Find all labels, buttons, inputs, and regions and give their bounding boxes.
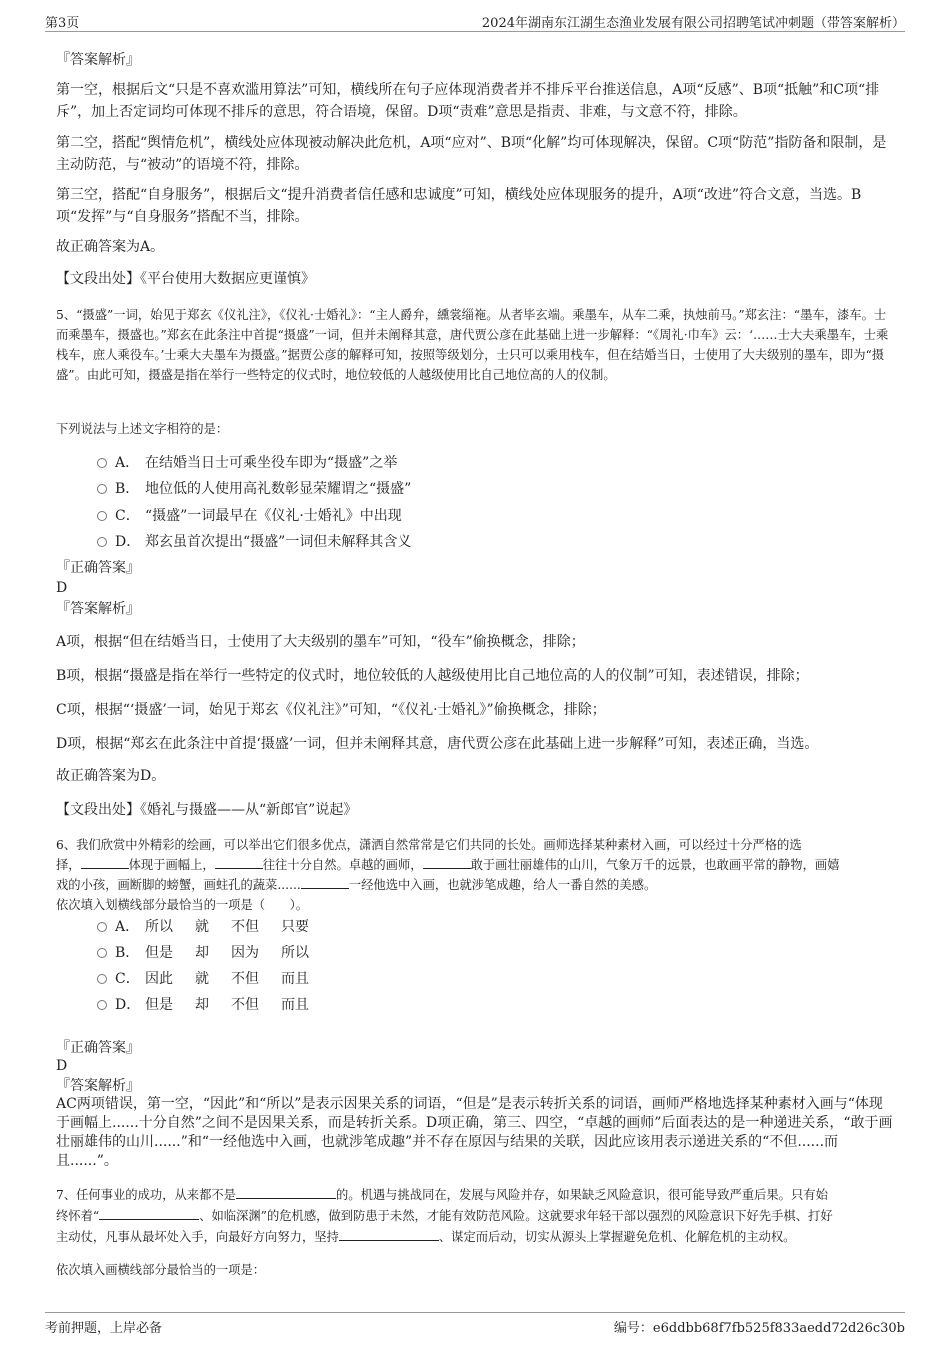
q4-analysis-para-2: 第二空，搭配“舆情危机”，横线处应体现被动解决此危机，A项“应对”、B项“化解”均可体现解决，保留。C项“防范”指防备和限制，是主动防范，与“被动”的语境不符，排除。	[56, 135, 887, 173]
q4-analysis-para-1: 第一空，根据后文“只是不喜欢滥用算法”可知，横线所在句子应体现消费者并不排斥平台推送信息，A项“反感”、B项“抵触”和C项“排斥”，加上否定词均可体现不排斥的意思，符合语境，保留。D项“责难”意思是指责、非难，与文意不符，排除。	[56, 82, 880, 120]
page-footer	[45, 1312, 905, 1336]
q7-question: 依次填入画横线部分最恰当的一项是：	[56, 1263, 266, 1277]
q6-option-c[interactable]: C． 因此 就 不但 而且	[97, 969, 331, 989]
q5-analysis-c: C项，根据“‘摄盛’一词，始见于郑玄《仪礼注》”可知，“《仪礼·士婚礼》”偷换概念，排除；	[56, 702, 606, 718]
q5-option-d[interactable]: D． 郑玄虽首次提出“摄盛”一词但未解释其含义	[97, 532, 411, 552]
document-title: 2024年湖南东江湖生态渔业发展有限公司招聘笔试冲刺题（带答案解析）	[481, 16, 905, 31]
q6-analysis: AC两项错误，第一空，“因此”和“所以”是表示因果关系的词语，“但是”是表示转折关系的词语，画师严格地选择某种素材入画与“体现于画幅上......十分自然”之间不是因果关系，而是转折关系。D项正确，第三、四空，“卓越的画师”后面表达的是一种递进关系，“敢于画壮丽雄伟的山川......”和“一经他选中入画，也就涉笔成趣”并不存在原因与结果的关联，因此应该用表示递进关系的“不但......而且......”。	[56, 1096, 893, 1169]
radio-icon[interactable]	[97, 974, 107, 984]
q5-conclusion: 故正确答案为D。	[56, 768, 166, 784]
page-number: 第3页	[45, 16, 80, 31]
radio-icon[interactable]	[97, 511, 107, 521]
q5-correct-label: 『正确答案』	[56, 560, 140, 576]
q5-source: 【文段出处】《婚礼与摄盛——从“新郎官”说起》	[56, 802, 358, 818]
q5-analysis-b: B项，根据“摄盛是指在举行一些特定的仪式时，地位较低的人越级使用比自己地位高的人的仪制”可知，表述错误，排除；	[56, 668, 809, 684]
q6-option-a[interactable]: A． 所以 就 不但 只要	[97, 917, 331, 937]
q6-option-d[interactable]: D． 但是 却 不但 而且	[97, 995, 331, 1015]
q6-analysis-label: 『答案解析』	[56, 1078, 140, 1094]
q5-option-a[interactable]: A． 在结婚当日士可乘坐役车即为“摄盛”之举	[97, 453, 397, 473]
radio-icon[interactable]	[97, 922, 107, 932]
q4-conclusion: 故正确答案为A。	[56, 239, 165, 255]
q6-blank-4	[301, 875, 349, 889]
q6-blank-3	[423, 855, 471, 869]
radio-icon[interactable]	[97, 484, 107, 494]
q5-question: 下列说法与上述文字相符的是：	[56, 422, 229, 436]
q5-correct-answer: D	[56, 580, 68, 596]
q5-passage: 5、“摄盛”一词，始见于郑玄《仪礼注》，《仪礼·士婚礼》：“主人爵弁，纁裳缁袘。从者毕玄端。乘墨车，从车二乘，执烛前马。”郑玄注：“墨车，漆车。士而乘墨车，摄盛也。”郑玄在此条注中首提“摄盛”一词，但并未阐释其意，唐代贾公彦在此基础上进一步解释：“《周礼·巾车》云：‘……士大夫乘墨车，士乘栈车，庶人乘役车。’士乘大夫墨车为摄盛。”据贾公彦的解释可知，按照等级划分，士只可以乘用栈车，但在结婚当日，士使用了大夫级别的墨车，即为“摄盛”。由此可知，摄盛是指在举行一些特定的仪式时，地位较低的人越级使用比自己地位高的人的仪制。	[56, 308, 889, 382]
q4-answer-analysis-label: 『答案解析』	[56, 52, 140, 68]
footer-doc-id: 编号：e6ddbb68f7fb525f833aedd72d26c30b	[613, 1321, 905, 1336]
q5-analysis-a: A项，根据“但在结婚当日，士使用了大夫级别的墨车”可知，“役车”偷换概念，排除；	[56, 634, 585, 650]
q6-correct-answer: D	[56, 1058, 68, 1074]
radio-icon[interactable]	[97, 948, 107, 958]
q5-option-b[interactable]: B． 地位低的人使用高礼数彰显荣耀谓之“摄盛”	[97, 479, 411, 499]
radio-icon[interactable]	[97, 458, 107, 468]
q5-analysis-d: D项，根据“郑玄在此条注中首提‘摄盛’一词，但并未阐释其意，唐代贾公彦在此基础上进一步解释”可知，表述正确，当选。	[56, 736, 819, 752]
q6-correct-label: 『正确答案』	[56, 1040, 140, 1056]
q5-analysis-label: 『答案解析』	[56, 601, 140, 617]
q7-blank-3	[339, 1227, 439, 1241]
q7-blank-1	[236, 1185, 336, 1199]
radio-icon[interactable]	[97, 537, 107, 547]
q6-question: 依次填入划横线部分最恰当的一项是（ ）。	[56, 898, 309, 912]
q7-passage: 7、任何事业的成功，从来都不是 的。机遇与挑战同在，发展与风险并存，如果缺乏风险意识，很可能导致严重后果。只有始 终怀着“ 、如临深渊”的危机感，做到防患于未然，才能有效防范风险。这就要求年轻干部以强烈的风险意识下好先手棋、打好 主动仗，凡事从最坏处入手，向最好方向努力，坚持 、谋定而后动，切实从源头上掌握避免危机、化解危机的主动权。	[56, 1185, 894, 1248]
q4-analysis-para-3: 第三空，搭配“自身服务”，根据后文“提升消费者信任感和忠诚度”可知，横线处应体现服务的提升，A项“改进”符合文意，当选。B项“发挥”与“自身服务”搭配不当，排除。	[56, 187, 862, 225]
q7-blank-2	[99, 1206, 199, 1220]
page-header	[45, 10, 905, 32]
q6-option-b[interactable]: B． 但是 却 因为 所以	[97, 943, 331, 963]
q6-passage: 6、我们欣赏中外精彩的绘画，可以举出它们很多优点，潇洒自然常常是它们共同的长处。画师选择某种素材入画，可以经过十分严格的选 择， 体现于画幅上， 往往十分自然。卓越的画师， 敢于画壮丽雄伟的山川，气象万千的远景，也敢画平常的静物，画嬉 戏的小孩，画断脚的螃蟹，画蛀孔的蔬菜...... 一经他选中入画，也就涉笔成趣，给人一番自然的美感。 依次填入划横线部分最恰当的一项是（ ）。	[56, 835, 894, 915]
q4-source: 【文段出处】《平台使用大数据应更谨慎》	[56, 271, 315, 287]
radio-icon[interactable]	[97, 1000, 107, 1010]
q6-blank-1	[81, 855, 129, 869]
q5-option-c[interactable]: C． “摄盛”一词最早在《仪礼·士婚礼》中出现	[97, 506, 402, 526]
q6-blank-2	[215, 855, 263, 869]
footer-slogan: 考前押题，上岸必备	[45, 1321, 163, 1336]
